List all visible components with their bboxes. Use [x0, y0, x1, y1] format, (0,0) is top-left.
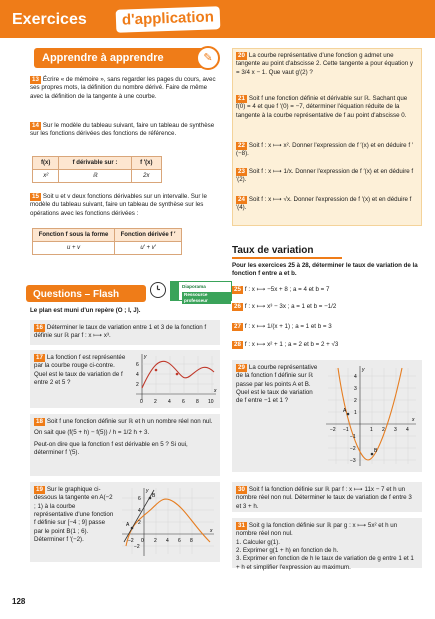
ex27	[232, 323, 422, 331]
ex15-text: Soit u et v deux fonctions dérivables sur un intervalle. Sur le modèle du tableau suivant, faire un tableau de synthèse sur les opérations avec les fonctions dérivées :	[30, 193, 207, 217]
ex24-number: 24	[238, 196, 245, 203]
g29-x2: 1	[370, 427, 373, 433]
ex29-number: 29	[238, 364, 245, 371]
ex30	[232, 482, 422, 512]
ex31-q3: 3. Exprimer en fonction de h le taux de variation de g entre 1 et 1 + h et simplifier l'expression au maximum.	[236, 555, 414, 571]
g19-y3: 6	[138, 496, 141, 502]
ex29-text: La courbe représentative de la fonction f définie sur ℝ passe par les points A et B. Quel est le taux de variation de f entre −1 et 1 ?	[236, 364, 318, 405]
ex17	[30, 350, 220, 408]
ressource-label: Ressource professeur	[182, 292, 231, 304]
g17-x4: 8	[196, 399, 199, 405]
ex19-text: Sur le graphique ci-dessous la tangente en A(−2 ; 1) à la courbe représentative d'une fonction f définie sur [−4 ; 9] passe par le point B(1 ; 6). Déterminer f ′(−2).	[34, 486, 114, 544]
taux-intro: Pour les exercices 25 à 28, déterminer le taux de variation de la fonction f entre a et b.	[232, 262, 418, 278]
ex31-q2: 2. Exprimer g(1 + h) en fonction de h.	[236, 547, 339, 555]
g29-y2: −1	[350, 434, 356, 440]
ex28-number: 28	[234, 341, 241, 348]
ex22-text: Soit f : x ⟼ x². Donner l'expression de f ′(x) et en déduire f ′(−8).	[236, 142, 413, 158]
ex15	[30, 193, 218, 221]
ex25-number: 25	[234, 286, 241, 293]
ex13-number: 13	[32, 76, 39, 83]
ex27-text: f : x ⟼ 1/(x + 1) ; a = 1 et b = 3	[244, 323, 332, 330]
ex16	[30, 320, 220, 345]
g19-A: A	[126, 522, 130, 528]
ex24-text: Soit f : x ⟼ √x. Donner l'expression de f ′(x) et en déduire f ′(4).	[236, 196, 412, 212]
graph17	[130, 352, 218, 406]
ex20-number: 20	[238, 52, 245, 59]
top-banner	[0, 0, 435, 38]
ex20	[236, 52, 418, 80]
ex13-text: Écrire « de mémoire », sans regarder les pages du cours, avec ses propres mots, la définition du nombre dérivé. Faire de même avec la définition de la tangente à une courbe.	[30, 76, 216, 100]
g19-x5: 8	[190, 538, 193, 544]
g19-x3: 4	[166, 538, 169, 544]
g19-x0: −2	[128, 538, 134, 544]
g19-y1: 2	[138, 520, 141, 526]
table14-c1: x²	[33, 170, 59, 183]
ex21-number: 21	[238, 95, 245, 102]
ex25	[232, 286, 422, 294]
banner-title: Exercices	[12, 11, 87, 28]
g29-y4: 2	[354, 398, 357, 404]
ex30-number: 30	[238, 486, 245, 493]
ex27-number: 27	[234, 323, 241, 330]
ex18-number: 18	[36, 418, 43, 425]
g29-y1: −2	[350, 446, 356, 452]
g17-y2: 6	[136, 362, 139, 368]
ex14-text: Sur le modèle du tableau suivant, faire un tableau de synthèse sur les fonctions dérivées des fonctions de référence.	[30, 122, 215, 138]
g29-x0: −2	[330, 427, 336, 433]
g17-x5: 10	[208, 399, 214, 405]
ex26	[232, 303, 422, 311]
diaporama-label: Diaporama	[182, 284, 206, 289]
ex19-number: 19	[36, 486, 43, 493]
ex19	[30, 482, 220, 562]
ex18-text2: On sait que (f(5 + h) − f(5)) / h = 1/2 h + 3.	[34, 429, 150, 437]
g17-xlabel: x	[214, 388, 217, 394]
ex21-text: Soit f une fonction définie et dérivable sur ℝ. Sachant que f(0) = 4 et que f ′(0) = −7, déterminer l'équation réduite de la tangente à la courbe représentative de f au point d'abscisse 0.	[236, 95, 408, 119]
table14-h2: f dérivable sur :	[59, 157, 131, 170]
ex18-text3: Peut-on dire que la fonction f est dérivable en 5 ? Si oui, déterminer f ′(5).	[34, 440, 188, 457]
table14-h1: f(x)	[33, 157, 59, 170]
ex13	[30, 76, 218, 104]
g29-x1: −1	[343, 427, 349, 433]
g29-y3: 1	[354, 410, 357, 416]
g17-x1: 2	[154, 399, 157, 405]
g29-ylabel: y	[362, 367, 365, 373]
ex21	[236, 95, 418, 123]
table15-c2: u′ + v′	[115, 242, 182, 255]
ex18	[30, 414, 220, 476]
g29-y6: 4	[354, 374, 357, 380]
g29-x3: 2	[382, 427, 385, 433]
flash-title: Questions – Flash	[33, 289, 120, 300]
diaporama-badge[interactable]	[170, 281, 232, 304]
ex16-number: 16	[36, 324, 43, 331]
ex22	[236, 142, 418, 162]
g29-y5: 3	[354, 386, 357, 392]
ex30-text: Soit f la fonction définie sur ℝ par f : x ⟼ 11x − 7 et h un nombre réel non nul. Déterminer le taux de variation de f entre 3 et 3 + h.	[236, 486, 412, 510]
table14	[32, 156, 162, 183]
ex25-text: f : x ⟼ −5x + 8 ; a = 4 et b = 7	[244, 286, 330, 293]
g19-x1: 0	[141, 538, 144, 544]
g17-x3: 6	[182, 399, 185, 405]
table14-c3: 2x	[131, 170, 161, 183]
taux-title: Taux de variation	[232, 245, 314, 256]
table15-c1: u + v	[33, 242, 115, 255]
ex18-text1: Soit f une fonction définie sur ℝ et h un nombre réel non nul.	[46, 418, 213, 425]
table14-h3: f ′(x)	[131, 157, 161, 170]
stopwatch-icon	[150, 282, 166, 298]
g19-x2: 2	[154, 538, 157, 544]
taux-underline	[232, 257, 342, 259]
ex14	[30, 122, 218, 142]
g19-x4: 6	[178, 538, 181, 544]
ex20-text: La courbe représentative d'une fonction g admet une tangente au point d'abscisse 2. Cette tangente a pour équation y = 3/4 x − 1. Que vaut g′(2) ?	[236, 52, 413, 76]
g29-xlabel: x	[412, 417, 415, 423]
g17-x0: 0	[140, 399, 143, 405]
g19-y2: 4	[138, 508, 141, 514]
g19-B: B	[152, 493, 156, 499]
ex28	[232, 341, 422, 349]
g17-y1: 4	[136, 372, 139, 378]
table14-c2: ℝ	[59, 170, 131, 183]
ex26-number: 26	[234, 303, 241, 310]
ex17-number: 17	[36, 354, 43, 361]
g29-x4: 3	[394, 427, 397, 433]
g17-y0: 2	[136, 382, 139, 388]
ex26-text: f : x ⟼ x³ − 3x ; a = 1 et b = −1/2	[244, 303, 337, 310]
g19-xlabel: x	[210, 528, 213, 534]
brain-icon: ✎	[196, 46, 220, 70]
ex31-text: Soit g la fonction définie sur ℝ par g : x ⟼ 5x² et h un nombre réel non nul.	[236, 522, 398, 538]
table15-h1: Fonction f sous la forme	[33, 229, 115, 242]
ex29	[232, 360, 422, 472]
g29-A: A	[343, 408, 347, 414]
ex22-number: 22	[238, 142, 245, 149]
ex24	[236, 196, 418, 216]
ex31-number: 31	[238, 522, 245, 529]
g17-x2: 4	[168, 399, 171, 405]
flash-intro: Le plan est muni d'un repère (O ; I, J).	[30, 307, 141, 314]
ex23	[236, 168, 418, 188]
g19-y0: −2	[134, 544, 140, 550]
ex31	[232, 518, 422, 571]
ex17-text: La fonction f est représentée par la courbe rouge ci-contre. Quel est le taux de variation de f entre 2 et 5 ?	[34, 354, 126, 387]
apprendre-title: Apprendre à apprendre	[42, 52, 164, 64]
ex31-q1: 1. Calculer g(1).	[236, 538, 281, 546]
ex28-text: f : x ⟼ x² + 1 ; a = 2 et b = 2 + √3	[244, 341, 339, 348]
ex23-text: Soit f : x ⟼ 1/x. Donner l'expression de f ′(x) et en déduire f ′(2).	[236, 168, 414, 184]
ex23-number: 23	[238, 168, 245, 175]
apprendre-header	[34, 48, 214, 68]
table15	[32, 228, 182, 255]
banner-subtitle: d'application	[116, 6, 221, 33]
g29-B: B	[374, 448, 378, 454]
ex16-text: Déterminer le taux de variation entre 1 et 3 de la fonction f définie sur ℝ par f : x ⟼ x³.	[34, 324, 207, 340]
graph29	[324, 364, 418, 468]
ex14-number: 14	[32, 122, 39, 129]
g17-ylabel: y	[144, 354, 147, 360]
table15-h2: Fonction dérivée f ′	[115, 229, 182, 242]
page-number: 128	[12, 597, 26, 606]
diaporama-stripe	[171, 282, 179, 300]
flash-header	[26, 285, 146, 302]
g29-x5: 4	[406, 427, 409, 433]
graph19	[118, 486, 218, 558]
g19-ylabel: y	[146, 488, 149, 494]
g29-y0: −3	[350, 458, 356, 464]
ex15-number: 15	[32, 193, 39, 200]
